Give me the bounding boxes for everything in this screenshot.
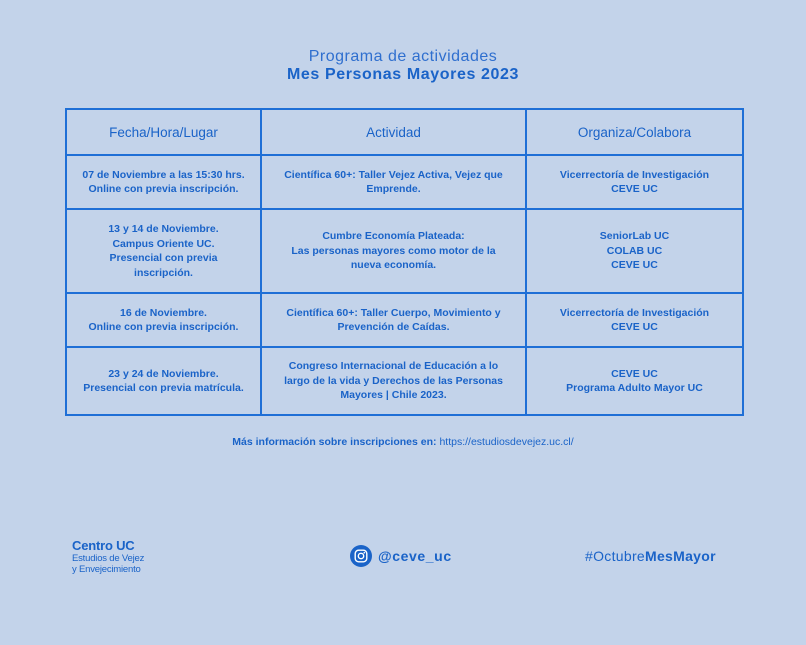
page-title xyxy=(0,48,806,84)
organizer-cell: Vicerrectoría de Investigación CEVE UC xyxy=(526,155,743,209)
instagram-icon xyxy=(350,545,372,567)
hashtag-prefix: #Octubre xyxy=(585,548,645,564)
table-row xyxy=(66,155,743,209)
more-info-text xyxy=(0,436,806,448)
more-info-label: Más información sobre inscripciones en: xyxy=(232,436,440,448)
column-header-date: Fecha/Hora/Lugar xyxy=(66,109,261,155)
table-row xyxy=(66,209,743,293)
date-cell: 13 y 14 de Noviembre. Campus Oriente UC. Presencial con previa inscripción. xyxy=(66,209,261,293)
column-header-organizer: Organiza/Colabora xyxy=(526,109,743,155)
activity-cell: Científica 60+: Taller Vejez Activa, Vejez que Emprende. xyxy=(261,155,526,209)
title-line-1: Programa de actividades xyxy=(308,48,498,65)
instagram-handle-block[interactable] xyxy=(350,545,452,567)
instagram-handle: @ceve_uc xyxy=(378,548,452,564)
date-cell: 16 de Noviembre. Online con previa inscripción. xyxy=(66,293,261,347)
activity-cell: Científica 60+: Taller Cuerpo, Movimiento y Prevención de Caídas. xyxy=(261,293,526,347)
centro-uc-logo xyxy=(72,538,144,575)
column-header-activity: Actividad xyxy=(261,109,526,155)
activities-table xyxy=(65,108,744,416)
hashtag-bold: MesMayor xyxy=(645,548,716,564)
logo-subtitle-1: Estudios de Vejez xyxy=(72,553,145,564)
logo-main-text: Centro UC xyxy=(72,538,135,553)
campaign-hashtag xyxy=(585,548,716,564)
table-header-row xyxy=(66,109,743,155)
date-cell: 23 y 24 de Noviembre. Presencial con previa matrícula. xyxy=(66,347,261,415)
organizer-cell: CEVE UC Programa Adulto Mayor UC xyxy=(526,347,743,415)
organizer-cell: SeniorLab UC COLAB UC CEVE UC xyxy=(526,209,743,293)
table-row xyxy=(66,347,743,415)
date-cell: 07 de Noviembre a las 15:30 hrs. Online con previa inscripción. xyxy=(66,155,261,209)
more-info-link[interactable]: https://estudiosdevejez.uc.cl/ xyxy=(439,436,574,448)
activity-cell: Cumbre Economía Plateada: Las personas mayores como motor de la nueva economía. xyxy=(261,209,526,293)
organizer-cell: Vicerrectoría de Investigación CEVE UC xyxy=(526,293,743,347)
table-row xyxy=(66,293,743,347)
title-line-2: Mes Personas Mayores 2023 xyxy=(286,66,519,83)
activity-cell: Congreso Internacional de Educación a lo largo de la vida y Derechos de las Personas Mayores | Chile 2023. xyxy=(261,347,526,415)
logo-subtitle-2: y Envejecimiento xyxy=(72,564,141,575)
